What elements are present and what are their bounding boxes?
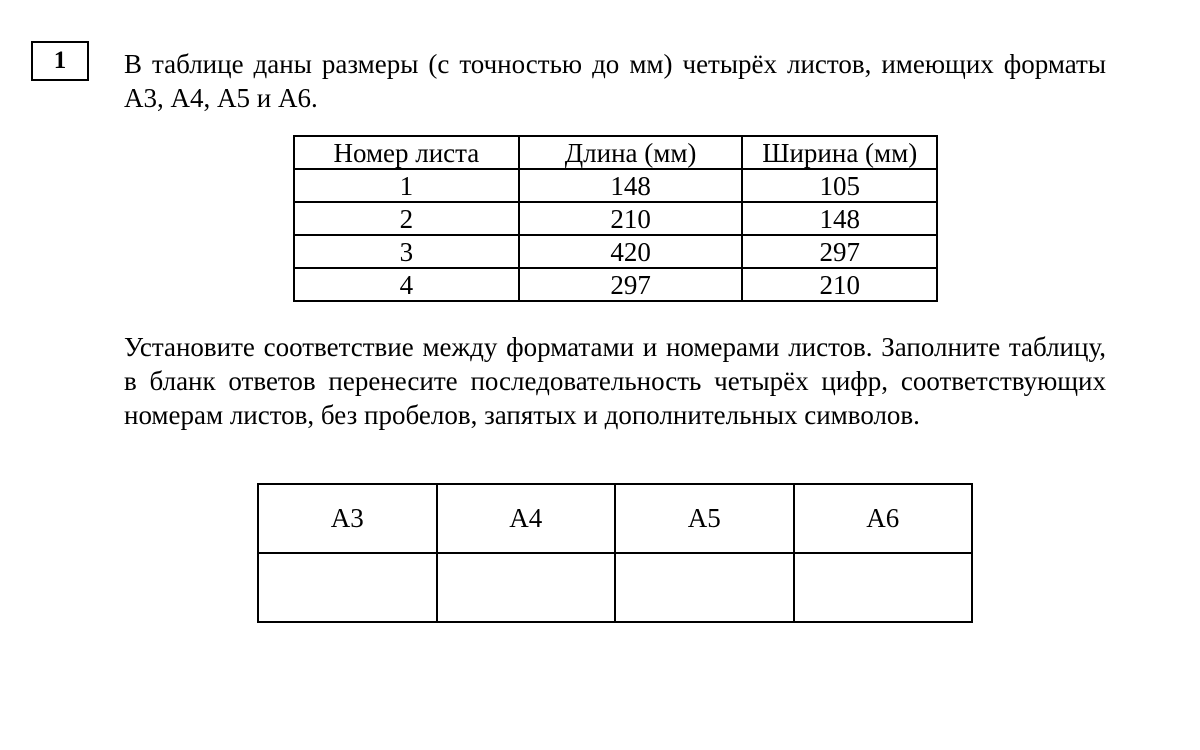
width-cell: 297	[742, 235, 937, 268]
width-cell: 148	[742, 202, 937, 235]
answer-cell-a6[interactable]	[794, 553, 973, 622]
answer-cell-a3[interactable]	[258, 553, 437, 622]
task-number: 1	[53, 47, 67, 74]
sheet-number-cell: 1	[294, 169, 519, 202]
task-number-box	[31, 41, 89, 81]
sheet-number-cell: 3	[294, 235, 519, 268]
length-cell: 420	[519, 235, 743, 268]
table-header-row	[294, 136, 937, 169]
answer-header-a6: А6	[794, 484, 973, 553]
answer-cell-a4[interactable]	[437, 553, 616, 622]
width-cell: 210	[742, 268, 937, 301]
answer-header-a3: А3	[258, 484, 437, 553]
answer-header-row	[258, 484, 972, 553]
width-cell: 105	[742, 169, 937, 202]
table-row	[294, 169, 937, 202]
answer-input-row	[258, 553, 972, 622]
answer-table	[257, 483, 973, 623]
answer-cell-a5[interactable]	[615, 553, 794, 622]
sheet-number-cell: 2	[294, 202, 519, 235]
task-instructions-text: Установите соответствие между форматами и номерами листов. Заполните таблицу, в бланк ответов перенесите последовательность четырёх цифр, соответствующих номерам листов, без пробелов, запятых и дополнительных символов.	[124, 332, 1106, 430]
length-cell: 297	[519, 268, 743, 301]
table-row	[294, 268, 937, 301]
column-header-length: Длина (мм)	[519, 136, 743, 169]
length-cell: 148	[519, 169, 743, 202]
table-row	[294, 202, 937, 235]
answer-header-a5: А5	[615, 484, 794, 553]
sheet-sizes-table	[293, 135, 938, 302]
task-intro-text: В таблице даны размеры (с точностью до мм) четырёх листов, имеющих форматы А3, А4, А5 и А6.	[124, 49, 1106, 113]
length-cell: 210	[519, 202, 743, 235]
sheet-number-cell: 4	[294, 268, 519, 301]
column-header-sheet-number: Номер листа	[294, 136, 519, 169]
table-row	[294, 235, 937, 268]
answer-header-a4: А4	[437, 484, 616, 553]
column-header-width: Ширина (мм)	[742, 136, 937, 169]
